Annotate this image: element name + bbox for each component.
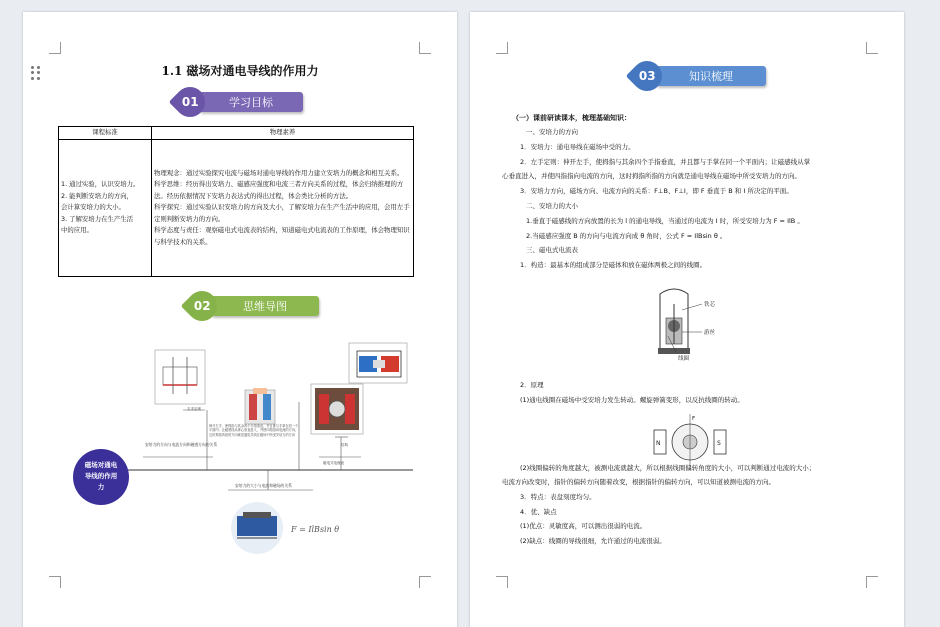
text-line: (2)线圈偏转的角度越大，被测电流就越大，所以根据线圈偏转角度的大小，可以判断通过电流的大小； (520, 464, 816, 472)
section-label: 学习目标 (199, 92, 303, 112)
magnet-field-figure (650, 412, 730, 472)
table-header: 课程标准 (59, 127, 152, 140)
text-line: 1．构造：最基本的组成部分是磁体和放在磁体两极之间的线圈。 (520, 261, 707, 269)
text-line: 1.垂直于磁感线的方向放置的长为 l 的通电导线，当通过的电流为 I 时，所受安培力为 F = IlB 。 (526, 217, 804, 225)
standard-line: 中的应用。 (61, 226, 93, 235)
left-page (23, 12, 457, 627)
text-line: 心垂直进入，并使四指指向电流的方向，这时拇指所指的方向就是通电导线在磁场中所受安培力的方向。 (502, 172, 801, 180)
crop-mark (866, 576, 878, 588)
crop-mark (496, 576, 508, 588)
mind-map (23, 12, 457, 627)
label-meter: 磁电式电流表 (323, 461, 344, 465)
text-line: (1)通电线圈在磁场中受安培力发生转动。螺旋弹簧变形，以反抗线圈的转动。 (520, 396, 744, 404)
apparatus-image (155, 350, 205, 404)
label-left-rule: 左手定则 (187, 407, 201, 411)
label-south: S (717, 440, 721, 447)
literacy-paragraph: 科学探究：通过实验认识安培力的方向及大小，了解安培力在生产生活中的应用，会用左手定则判断安培力的方向。 (154, 203, 410, 223)
label-hairspring: 游丝 (704, 330, 716, 336)
table-header: 物理素养 (152, 127, 414, 140)
page-title: 1.1 磁场对通电导线的作用力 (161, 64, 319, 78)
drag-handle[interactable] (31, 66, 41, 80)
text-line: 二、安培力的大小 (526, 202, 578, 210)
text-line: 一、安培力的方向 (526, 128, 578, 136)
crop-mark (866, 42, 878, 54)
section-number: 01 (169, 81, 211, 123)
text-line: 3．特点：表盘刻度均匀。 (520, 493, 596, 501)
literacy-paragraph: 物理观念：通过实验探究电流与磁场对通电导线的作用力建立安培力的概念和相互关系。 (154, 168, 404, 177)
text-line: 电流方向改变时，指针的偏转方向随着改变，根据指针的偏转方向，可以知道被测电流的方向。 (502, 478, 775, 486)
label-direction: 安培力的方向与电流方向和磁感方向的关系 (145, 442, 218, 447)
text-line: 4．优、缺点 (520, 508, 557, 516)
standard-line: 会计算安培力的大小。 (61, 203, 125, 212)
text-line: 2．左手定则：伸开左手，使拇指与其余四个手指垂直，并且都与手掌在同一个平面内；让磁感线从掌 (520, 158, 811, 166)
left-hand-note: 伸开左手，使拇指与其余四个手指垂直，并且都与手掌在同一个平面内；让磁感线从掌心垂直进入，并使四指指向电流的方向，这时拇指所指的方向就是通电导线在磁场中所受安培力的方向 (209, 424, 299, 437)
text-line: (1)优点：灵敏度高，可以测出很弱的电流。 (520, 522, 647, 530)
text-line: (2)缺点：线圈的导线很细，允许通过的电流很弱。 (520, 537, 666, 545)
standard-line: 2. 能判断安培力的方向， (61, 191, 134, 200)
label-north: N (656, 440, 661, 447)
text-line: 3．安培力方向，磁场方向、电流方向的关系：F⊥B、F⊥I，即 F 垂直于 B 和 I 所决定的平面。 (520, 187, 793, 195)
section-number: 02 (181, 285, 223, 327)
right-page (470, 12, 904, 627)
label-magnitude: 安培力的大小与电流和磁场的关系 (235, 483, 292, 488)
section-heading: （一）课前研读课本，梳理基础知识： (512, 114, 631, 122)
standard-line: 1. 通过实验，认识安培力。 (61, 180, 140, 189)
text-line: 2．原理 (520, 381, 544, 389)
label-force: F (692, 416, 696, 422)
section-label: 思维导图 (211, 296, 319, 316)
crop-mark (496, 42, 508, 54)
label-structure: 结构 (341, 443, 348, 447)
formula-magnitude: F = IlBsin θ (291, 525, 340, 534)
literacy-paragraph: 科学思维：经历得出安培力、磁感应强度和电流三者方向关系的过程，体会归纳推理的方法。经历依据情况下安培力表达式的得出过程，体会类比分析的方法。 (154, 180, 404, 200)
center-text: 导线的作用 (84, 472, 118, 480)
label-iron-core: 铁芯 (704, 302, 716, 308)
section-number: 03 (626, 55, 668, 97)
text-line: 三、磁电式电流表 (526, 246, 578, 254)
text-line: 1．安培力：通电导线在磁场中受的力。 (520, 143, 635, 151)
label-coil: 线圈 (678, 356, 690, 362)
center-text: 磁场对通电 (84, 461, 118, 469)
standard-line: 3. 了解安培力在生产生活 (61, 214, 134, 223)
literacy-paragraph: 科学态度与责任：观察磁电式电流表的结构，知道磁电式电流表的工作原理，体会物理知识与科学技术的关系。 (154, 226, 410, 246)
text-line: 2.当磁感应强度 B 的方向与电流方向成 θ 角时，公式 F = IlBsin θ 。 (526, 232, 727, 240)
center-text: 力 (97, 483, 105, 491)
section-label: 知识梳理 (656, 66, 766, 86)
meter-structure-figure (620, 274, 730, 364)
